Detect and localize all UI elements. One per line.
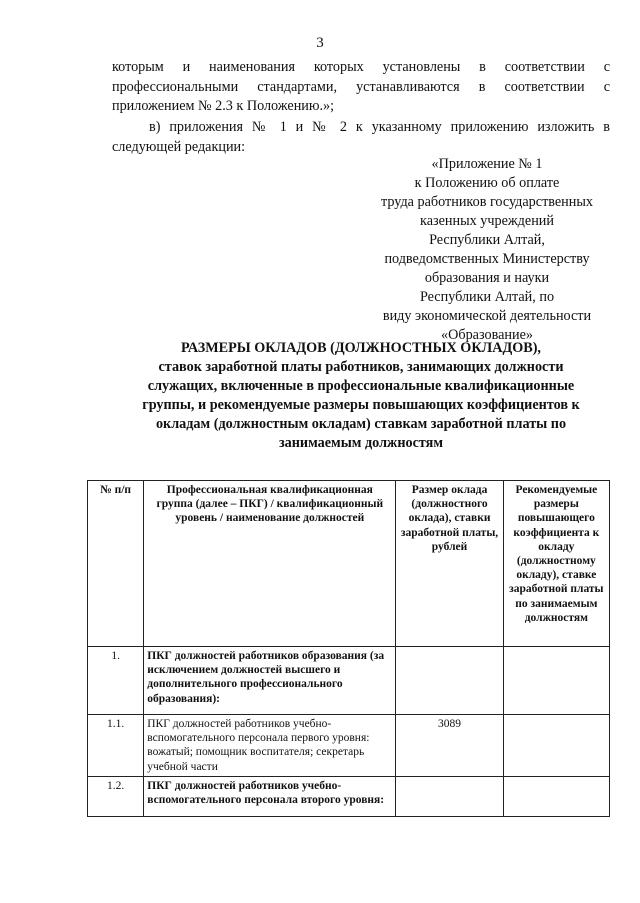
appendix-caption-line: подведомственных Министерству (384, 251, 590, 267)
header-number: № п/п (88, 481, 144, 647)
row-number: 1.2. (88, 776, 144, 816)
table-row (88, 715, 610, 777)
appendix-caption (355, 155, 619, 345)
appendix-caption-line: Республики Алтай, по (419, 289, 555, 305)
appendix-caption-line: виду экономической деятельности (382, 308, 592, 324)
row-group: ПКГ должностей работников учебно-вспомогательного персонала второго уровня: (144, 776, 396, 816)
paragraph-amendment-c: в) приложения № 1 и № 2 к указанному приложению изложить в следующей редакции: (112, 119, 610, 155)
appendix-caption-line: казенных учреждений (420, 213, 554, 229)
table-title-line: занимаемым должностям (278, 435, 444, 451)
header-qualification-group: Профессиональная квалификационная группа (далее – ПКГ) / квалификационный уровень / наименование должностей (144, 481, 396, 647)
row-salary (396, 647, 503, 715)
appendix-caption-line: труда работников государственных (380, 194, 593, 210)
row-coefficient (503, 715, 609, 777)
row-salary: 3089 (396, 715, 503, 777)
table-row (88, 776, 610, 816)
table-title-line: служащих, включенные в профессиональные квалификационные (147, 378, 575, 394)
row-coefficient (503, 776, 609, 816)
table-title-line: окладам (должностным окладам) ставкам заработной платы по (155, 416, 567, 432)
row-coefficient (503, 647, 609, 715)
table-row (88, 647, 610, 715)
appendix-caption-line: «Образование» (441, 327, 533, 343)
appendix-caption-line: «Приложение № 1 (431, 156, 543, 172)
appendix-caption-line: к Положению об оплате (414, 175, 560, 191)
paragraph-continuation: которым и наименования которых установлены в соответствии с профессиональными стандартами, устанавливаются в соответствии с приложением № 2.3 к Положению.»; (112, 59, 610, 114)
table-title (112, 339, 610, 453)
appendix-caption-line: Республики Алтай, (429, 232, 545, 248)
header-salary-size: Размер оклада (должностного оклада), ставки заработной платы, рублей (396, 481, 503, 647)
row-group: ПКГ должностей работников учебно-вспомогательного персонала первого уровня: вожатый; помощник воспитателя; секретарь учебной части (144, 715, 396, 777)
page-number: 3 (316, 35, 324, 51)
appendix-caption-line: образования и науки (424, 270, 550, 286)
row-salary (396, 776, 503, 816)
row-number: 1.1. (88, 715, 144, 777)
row-group: ПКГ должностей работников образования (за исключением должностей высшего и дополнительного профессионального образования): (144, 647, 396, 715)
table-title-line: группы, и рекомендуемые размеры повышающих коэффициентов к (142, 397, 580, 413)
table-title-line: РАЗМЕРЫ ОКЛАДОВ (ДОЛЖНОСТНЫХ ОКЛАДОВ), (181, 340, 541, 356)
salary-table (87, 480, 610, 817)
table-header-row (88, 481, 610, 647)
table-title-line: ставок заработной платы работников, занимающих должности (158, 359, 564, 375)
row-number: 1. (88, 647, 144, 715)
header-coefficient: Рекомендуемые размеры повышающего коэффициента к окладу (должностному окладу), ставке заработной платы по занимаемым должностям (503, 481, 609, 647)
